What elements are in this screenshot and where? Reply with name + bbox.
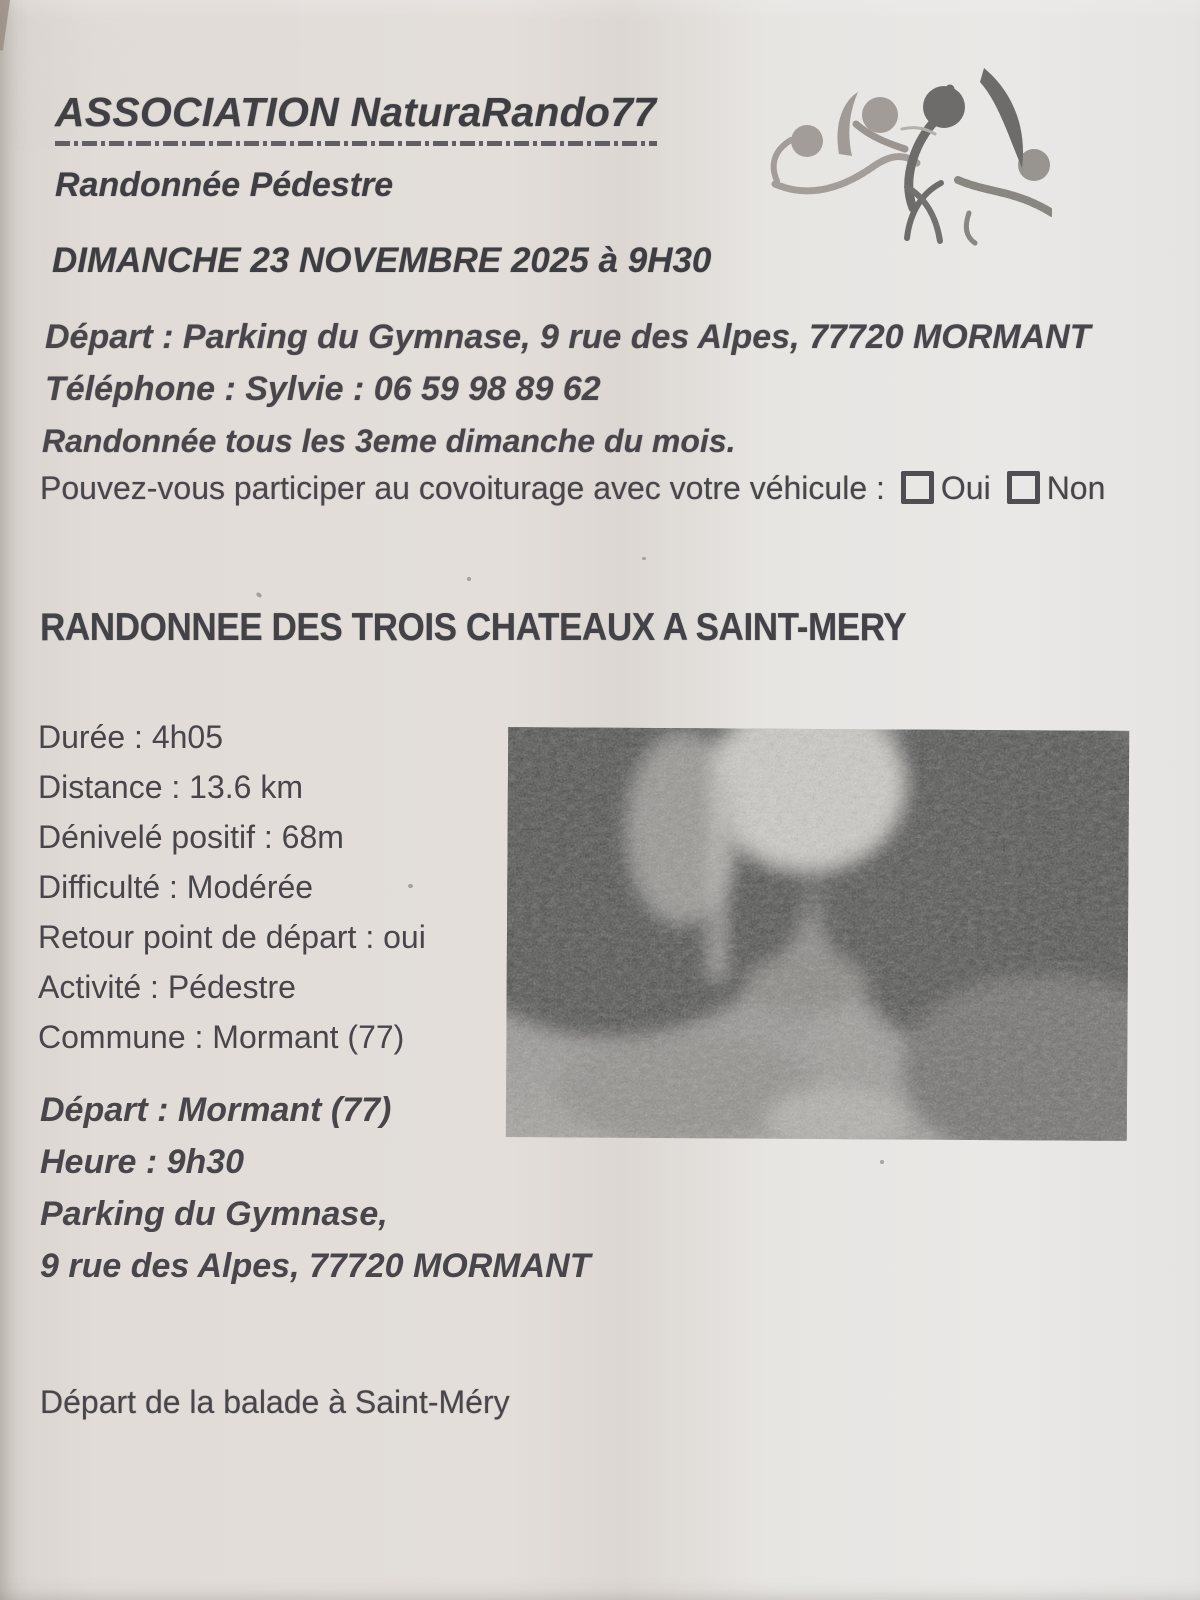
detail-difficulty: Difficulté : Modérée <box>38 869 314 905</box>
recurrence-line: Randonnée tous les 3eme dimanche du mois. <box>42 423 736 459</box>
detail-elevation: Dénivelé positif : 68m <box>38 819 344 855</box>
dust-speck <box>642 557 646 560</box>
hike-title: RANDONNEE DES TROIS CHATEAUX A SAINT-MERY <box>40 606 907 649</box>
activity-subtitle: Randonnée Pédestre <box>55 166 394 204</box>
dust-speck <box>255 592 262 599</box>
dust-speck <box>467 577 471 581</box>
start-address: 9 rue des Alpes, 77720 MORMANT <box>40 1247 591 1285</box>
event-date: DIMANCHE 23 NOVEMBRE 2025 à 9H30 <box>52 241 712 280</box>
association-people-logo-icon <box>752 62 1052 252</box>
photo-caption: Départ de la balade à Saint-Méry <box>40 1384 510 1420</box>
detail-return: Retour point de départ : oui <box>38 919 426 955</box>
detail-commune: Commune : Mormant (77) <box>38 1019 405 1055</box>
meeting-point-line: Départ : Parking du Gymnase, 9 rue des Alpes, 77720 MORMANT <box>45 318 1091 356</box>
detail-distance: Distance : 13.6 km <box>38 769 303 805</box>
start-info-block <box>40 1084 590 1292</box>
title-underline <box>55 141 657 146</box>
detail-duration: Durée : 4h05 <box>38 719 224 755</box>
carpool-non-label: Non <box>1046 469 1106 506</box>
carpool-oui-checkbox[interactable] <box>901 471 934 504</box>
dust-speck <box>989 742 993 745</box>
detail-activity: Activité : Pédestre <box>38 969 296 1005</box>
dust-speck <box>880 1160 884 1164</box>
carpool-question-label: Pouvez-vous participer au covoiturage avec votre véhicule : <box>40 469 885 506</box>
start-time: Heure : 9h30 <box>40 1143 245 1181</box>
trail-photo <box>506 727 1129 1141</box>
hike-details-list <box>38 712 426 1062</box>
carpool-question-row <box>40 471 1105 504</box>
dust-speck <box>408 884 413 888</box>
phone-line: Téléphone : Sylvie : 06 59 98 89 62 <box>45 370 601 408</box>
carpool-non-checkbox[interactable] <box>1007 471 1040 504</box>
carpool-oui-label: Oui <box>940 469 991 506</box>
page-title: ASSOCIATION NaturaRando77 <box>55 89 657 135</box>
start-parking: Parking du Gymnase, <box>40 1195 388 1233</box>
start-commune: Départ : Mormant (77) <box>40 1091 392 1129</box>
paper-edge-artifact <box>0 0 11 51</box>
